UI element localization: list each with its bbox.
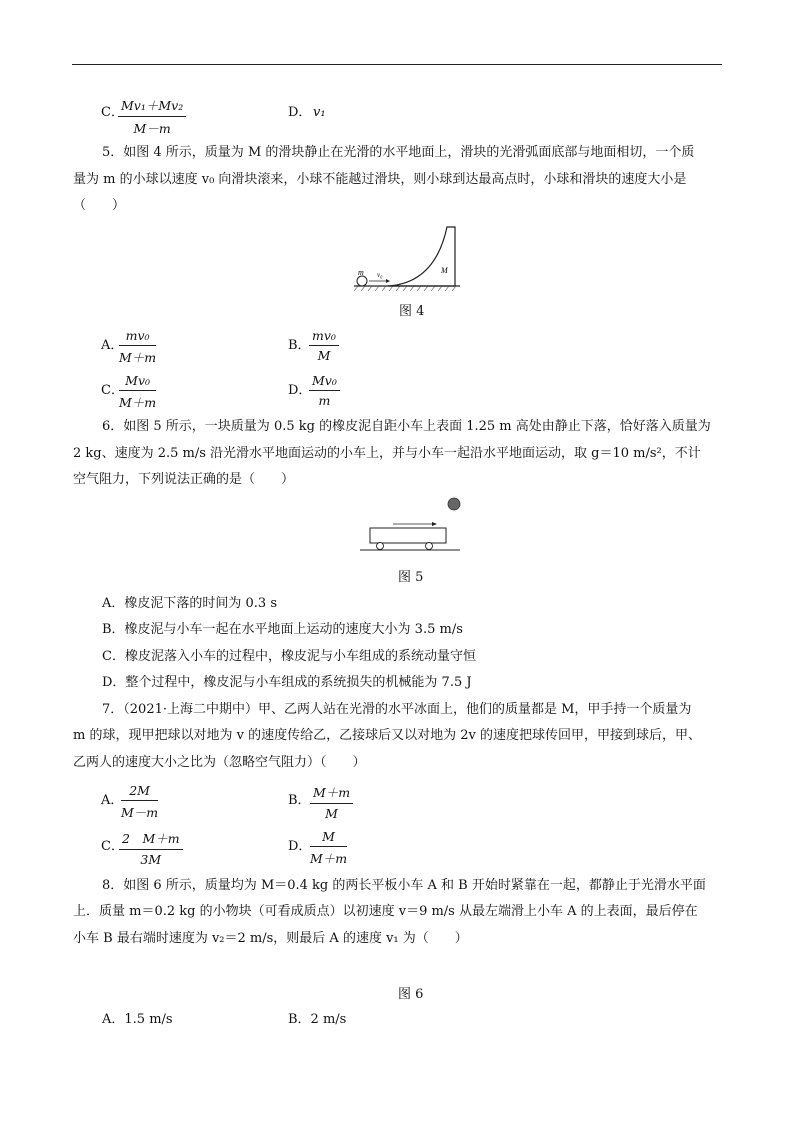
fig4-slider-block [388, 227, 455, 286]
q8-stem-line3: 小车 B 最右端时速度为 v₂＝2 m/s，则最后 A 的速度 v₁ 为（ ） [73, 931, 468, 946]
q7-option-b-label: B． [288, 793, 311, 808]
q6-stem-line1: 6．如图 5 所示，一块质量为 0.5 kg 的橡皮泥自距小车上表面 1.25 m 高处由静止下落，恰好落入质量为 [102, 419, 711, 434]
figure-5-caption: 图 5 [398, 570, 424, 585]
q8-option-a: A．1.5 m/s [102, 1012, 173, 1027]
q5-option-c-fraction [119, 373, 156, 411]
q7-option-c-label: C． [101, 839, 124, 854]
q6-stem-line2: 2 kg、速度为 2.5 m/s 沿光滑水平地面运动的小车上，并与小车一起沿水平地面运动，取 g＝10 m/s²，不计 [73, 446, 701, 461]
q5-option-c-label: C． [101, 383, 124, 398]
fig4-label-v0: v₀ [377, 271, 383, 279]
q7-option-a-numerator: 2M [121, 783, 158, 801]
q6-stem-line3: 空气阻力，下列说法正确的是（ ） [73, 472, 295, 487]
q7-stem-line3: 乙两人的速度大小之比为（忽略空气阻力）（ ） [73, 755, 366, 770]
header-rule [72, 64, 722, 65]
figure-4-caption: 图 4 [399, 304, 425, 319]
q7-option-a-label: A． [101, 793, 124, 808]
q4-option-c-label: C． [101, 105, 124, 120]
q5-option-b-denominator: M [317, 348, 331, 363]
q5-option-a-label: A． [101, 338, 124, 353]
q7-option-a-fraction [121, 783, 158, 821]
q5-option-d-fraction [309, 373, 340, 408]
q5-stem-line1: 5．如图 4 所示，质量为 M 的滑块静止在光滑的水平地面上，滑块的光滑弧面底部与地面相切，一个质 [102, 145, 695, 160]
fig5-arrowhead [432, 522, 437, 526]
fig4-label-M: M [441, 266, 448, 275]
q6-option-d: D．整个过程中，橡皮泥与小车组成的系统损失的机械能为 7.5 J [102, 675, 472, 690]
fig5-cart-body [370, 528, 446, 543]
q8-stem-line2: 上．质量 m＝0.2 kg 的小物块（可看成质点）以初速度 v＝9 m/s 从最左端滑上小车 A 的上表面，最后停在 [73, 904, 698, 919]
q4-option-c-numerator: Mv₁＋Mv₂ [118, 96, 186, 117]
q7-option-d-denominator: M＋m [310, 851, 348, 866]
q5-option-c-denominator: M＋m [119, 395, 157, 410]
q7-option-c-numerator: 2 M＋m [119, 829, 183, 850]
fig4-arrowhead [386, 279, 390, 283]
fig5-putty-ball [448, 498, 460, 510]
q7-stem-line1: 7．（2021·上海二中期中）甲、乙两人站在光滑的水平冰面上，他们的质量都是 M，甲手持一个质量为 [102, 702, 692, 717]
q7-option-d-numerator: M [310, 829, 347, 847]
fig4-label-m: m [358, 268, 364, 277]
figure-6-caption: 图 6 [398, 987, 424, 1002]
q5-option-a-fraction [119, 328, 156, 366]
q8-stem-line1: 8．如图 6 所示，质量均为 M＝0.4 kg 的两长平板小车 A 和 B 开始时紧靠在一起，都静止于光滑水平面 [102, 878, 706, 893]
q7-option-c-denominator: 3M [140, 852, 162, 867]
q5-option-d-numerator: Mv₀ [309, 373, 340, 391]
q8-option-b: B．2 m/s [288, 1012, 347, 1027]
q7-option-b-denominator: M [325, 806, 338, 821]
q5-stem-line2: 量为 m 的小球以速度 v₀ 向滑块滚来，小球不能越过滑块，则小球到达最高点时，小球和滑块的速度大小是 [73, 172, 687, 187]
q5-option-c-numerator: Mv₀ [119, 373, 156, 391]
q5-option-b-fraction [309, 328, 339, 363]
q7-option-d-label: D． [288, 839, 312, 854]
q7-option-d-fraction [310, 829, 347, 867]
q7-stem-line2: m 的球，现甲把球以对地为 v 的速度传给乙，乙接球后又以对地为 2v 的速度把球传回甲，甲接到球后，甲、 [73, 728, 701, 743]
q7-option-b-numerator: M＋m [310, 783, 353, 804]
q6-option-b: B．橡皮泥与小车一起在水平地面上运动的速度大小为 3.5 m/s [102, 622, 463, 637]
q4-option-c-fraction [118, 96, 186, 137]
q5-option-a-denominator: M＋m [119, 350, 157, 365]
q5-option-b-numerator: mv₀ [309, 328, 339, 346]
q6-option-a: A．橡皮泥下落的时间为 0.3 s [102, 596, 277, 611]
q5-option-d-denominator: m [318, 393, 331, 408]
fig5-cart-wheel-left [377, 543, 384, 550]
q7-option-c-fraction [119, 829, 183, 867]
fig4-ground-hatch [354, 286, 456, 291]
q4-option-d-label: D． [288, 105, 312, 120]
q7-option-b-fraction [310, 783, 353, 821]
q6-option-c: C．橡皮泥落入小车的过程中，橡皮泥与小车组成的系统动量守恒 [102, 649, 476, 664]
q5-option-d-label: D． [288, 383, 312, 398]
q5-stem-line3: （ ） [73, 198, 126, 213]
q4-option-d-value: v₁ [313, 105, 326, 120]
figure-5-diagram [360, 495, 460, 555]
q5-option-b-label: B． [288, 338, 311, 353]
fig4-ball [357, 276, 367, 286]
q7-option-a-denominator: M－m [121, 805, 159, 820]
fig5-cart-wheel-right [426, 543, 433, 550]
figure-4-diagram [350, 225, 460, 295]
q5-option-a-numerator: mv₀ [119, 328, 156, 346]
q4-option-c-denominator: M－m [133, 121, 171, 136]
